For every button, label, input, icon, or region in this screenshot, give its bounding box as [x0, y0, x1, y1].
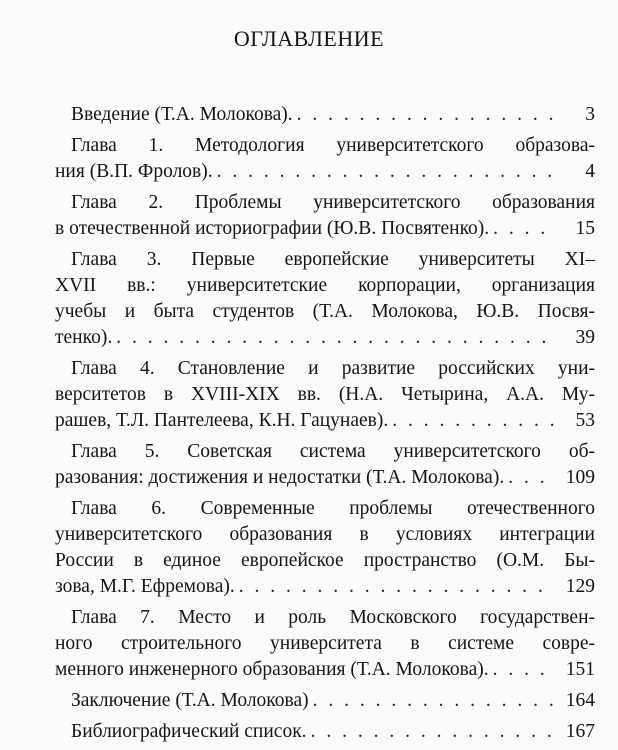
toc-entry-line	[55, 190, 595, 216]
toc-entry-line	[55, 631, 595, 657]
dot-leader	[307, 719, 555, 745]
toc-entry-line	[55, 325, 595, 351]
toc-entry-line	[55, 719, 595, 745]
toc-entry-text: зова, М.Г. Ефремова).	[55, 576, 235, 597]
toc-entry	[55, 133, 595, 185]
toc-entry	[55, 605, 595, 683]
toc-entry	[55, 190, 595, 242]
toc-entry-text: Заключение (Т.А. Молокова)	[71, 690, 309, 711]
toc-entry-text: Глава 1. Методология университетского образова-	[71, 135, 595, 156]
toc-entry-line	[55, 548, 595, 574]
toc-page-number: 39	[575, 327, 595, 348]
toc-entry-text: тенко).	[55, 327, 113, 348]
toc-entry-line	[55, 133, 595, 159]
toc-entry-line	[55, 159, 595, 185]
toc-page-number: 167	[565, 721, 595, 742]
toc-entry-text: менного инженерного образования (Т.А. Молокова).	[55, 659, 489, 680]
toc-entry-text: XVII вв.: университетские корпорации, организация	[55, 275, 595, 296]
toc-entry-line	[55, 496, 595, 522]
toc-entry-line	[55, 465, 595, 491]
page-title: ОГЛАВЛЕНИЕ	[233, 26, 385, 51]
dot-leader	[489, 657, 555, 683]
toc-entry	[55, 247, 595, 351]
toc-entry-line	[55, 382, 595, 408]
toc-entry	[55, 439, 595, 491]
toc-entry-line	[55, 574, 595, 600]
toc-entry-text: Глава 2. Проблемы университетского образования	[71, 192, 595, 213]
toc-entry-line	[55, 273, 595, 299]
toc-entry-line	[55, 216, 595, 242]
toc-page-number: 53	[575, 410, 595, 431]
dot-leader	[213, 159, 555, 185]
toc-entry	[55, 688, 595, 714]
toc-page-number: 3	[585, 104, 595, 125]
toc-entry-line	[55, 657, 595, 683]
dot-leader	[293, 102, 555, 128]
toc-page-number: 15	[575, 218, 595, 239]
dot-leader	[112, 325, 555, 351]
toc-entry-text: Глава 5. Советская система университетского об-	[71, 441, 595, 462]
toc-entry-line	[55, 408, 595, 434]
toc-page-number: 4	[585, 161, 595, 182]
toc-entry-text: университетского образования в условиях интеграции	[55, 524, 595, 545]
toc-entry-text: Глава 3. Первые европейские университеты XI–	[71, 249, 595, 270]
toc-page-number: 151	[565, 659, 595, 680]
toc-entry-text: России в единое европейское пространство (О.М. Бы-	[55, 550, 595, 571]
toc-entry-text: учебы и быта студентов (Т.А. Молокова, Ю.В. Посвя-	[55, 301, 595, 322]
toc-entry-line	[55, 439, 595, 465]
toc-entry-text: Глава 7. Место и роль Московского государствен-	[71, 607, 595, 628]
toc-entry-line	[55, 247, 595, 273]
toc-entry-line	[55, 356, 595, 382]
toc-entry-line	[55, 299, 595, 325]
toc-page-number: 164	[565, 690, 595, 711]
toc-page-number: 109	[565, 467, 595, 488]
toc-entry-text: разования: достижения и недостатки (Т.А. Молокова).	[55, 467, 505, 488]
toc-entry-text: верситетов в XVIII-XIX вв. (Н.А. Четырина, А.А. Му-	[55, 384, 595, 405]
dot-leader	[388, 408, 555, 434]
dot-leader	[489, 216, 555, 242]
toc-entry	[55, 496, 595, 600]
toc-entry-text: рашев, Т.Л. Пантелеева, К.Н. Гацунаев).	[55, 410, 389, 431]
toc-entry	[55, 719, 595, 745]
toc-entry-text: в отечественной историографии (Ю.В. Посвятенко).	[55, 218, 490, 239]
toc-entry-text: Глава 4. Становление и развитие российских уни-	[71, 358, 595, 379]
dot-leader	[504, 465, 555, 491]
table-of-contents	[55, 102, 595, 750]
toc-entry-line	[55, 102, 595, 128]
toc-entry	[55, 356, 595, 434]
toc-entry-line	[55, 605, 595, 631]
toc-entry-text: Введение (Т.А. Молокова).	[71, 104, 293, 125]
toc-entry	[55, 102, 595, 128]
toc-entry-text: ного строительного университета в системе совре-	[55, 633, 595, 654]
toc-page-number: 129	[565, 576, 595, 597]
toc-entry-text: ния (В.П. Фролов).	[55, 161, 213, 182]
toc-entry-line	[55, 688, 595, 714]
toc-entry-line	[55, 522, 595, 548]
dot-leader	[309, 688, 555, 714]
toc-entry-text: Глава 6. Современные проблемы отечественного	[71, 498, 595, 519]
toc-entry-text: Библиографический список.	[71, 721, 307, 742]
dot-leader	[235, 574, 555, 600]
